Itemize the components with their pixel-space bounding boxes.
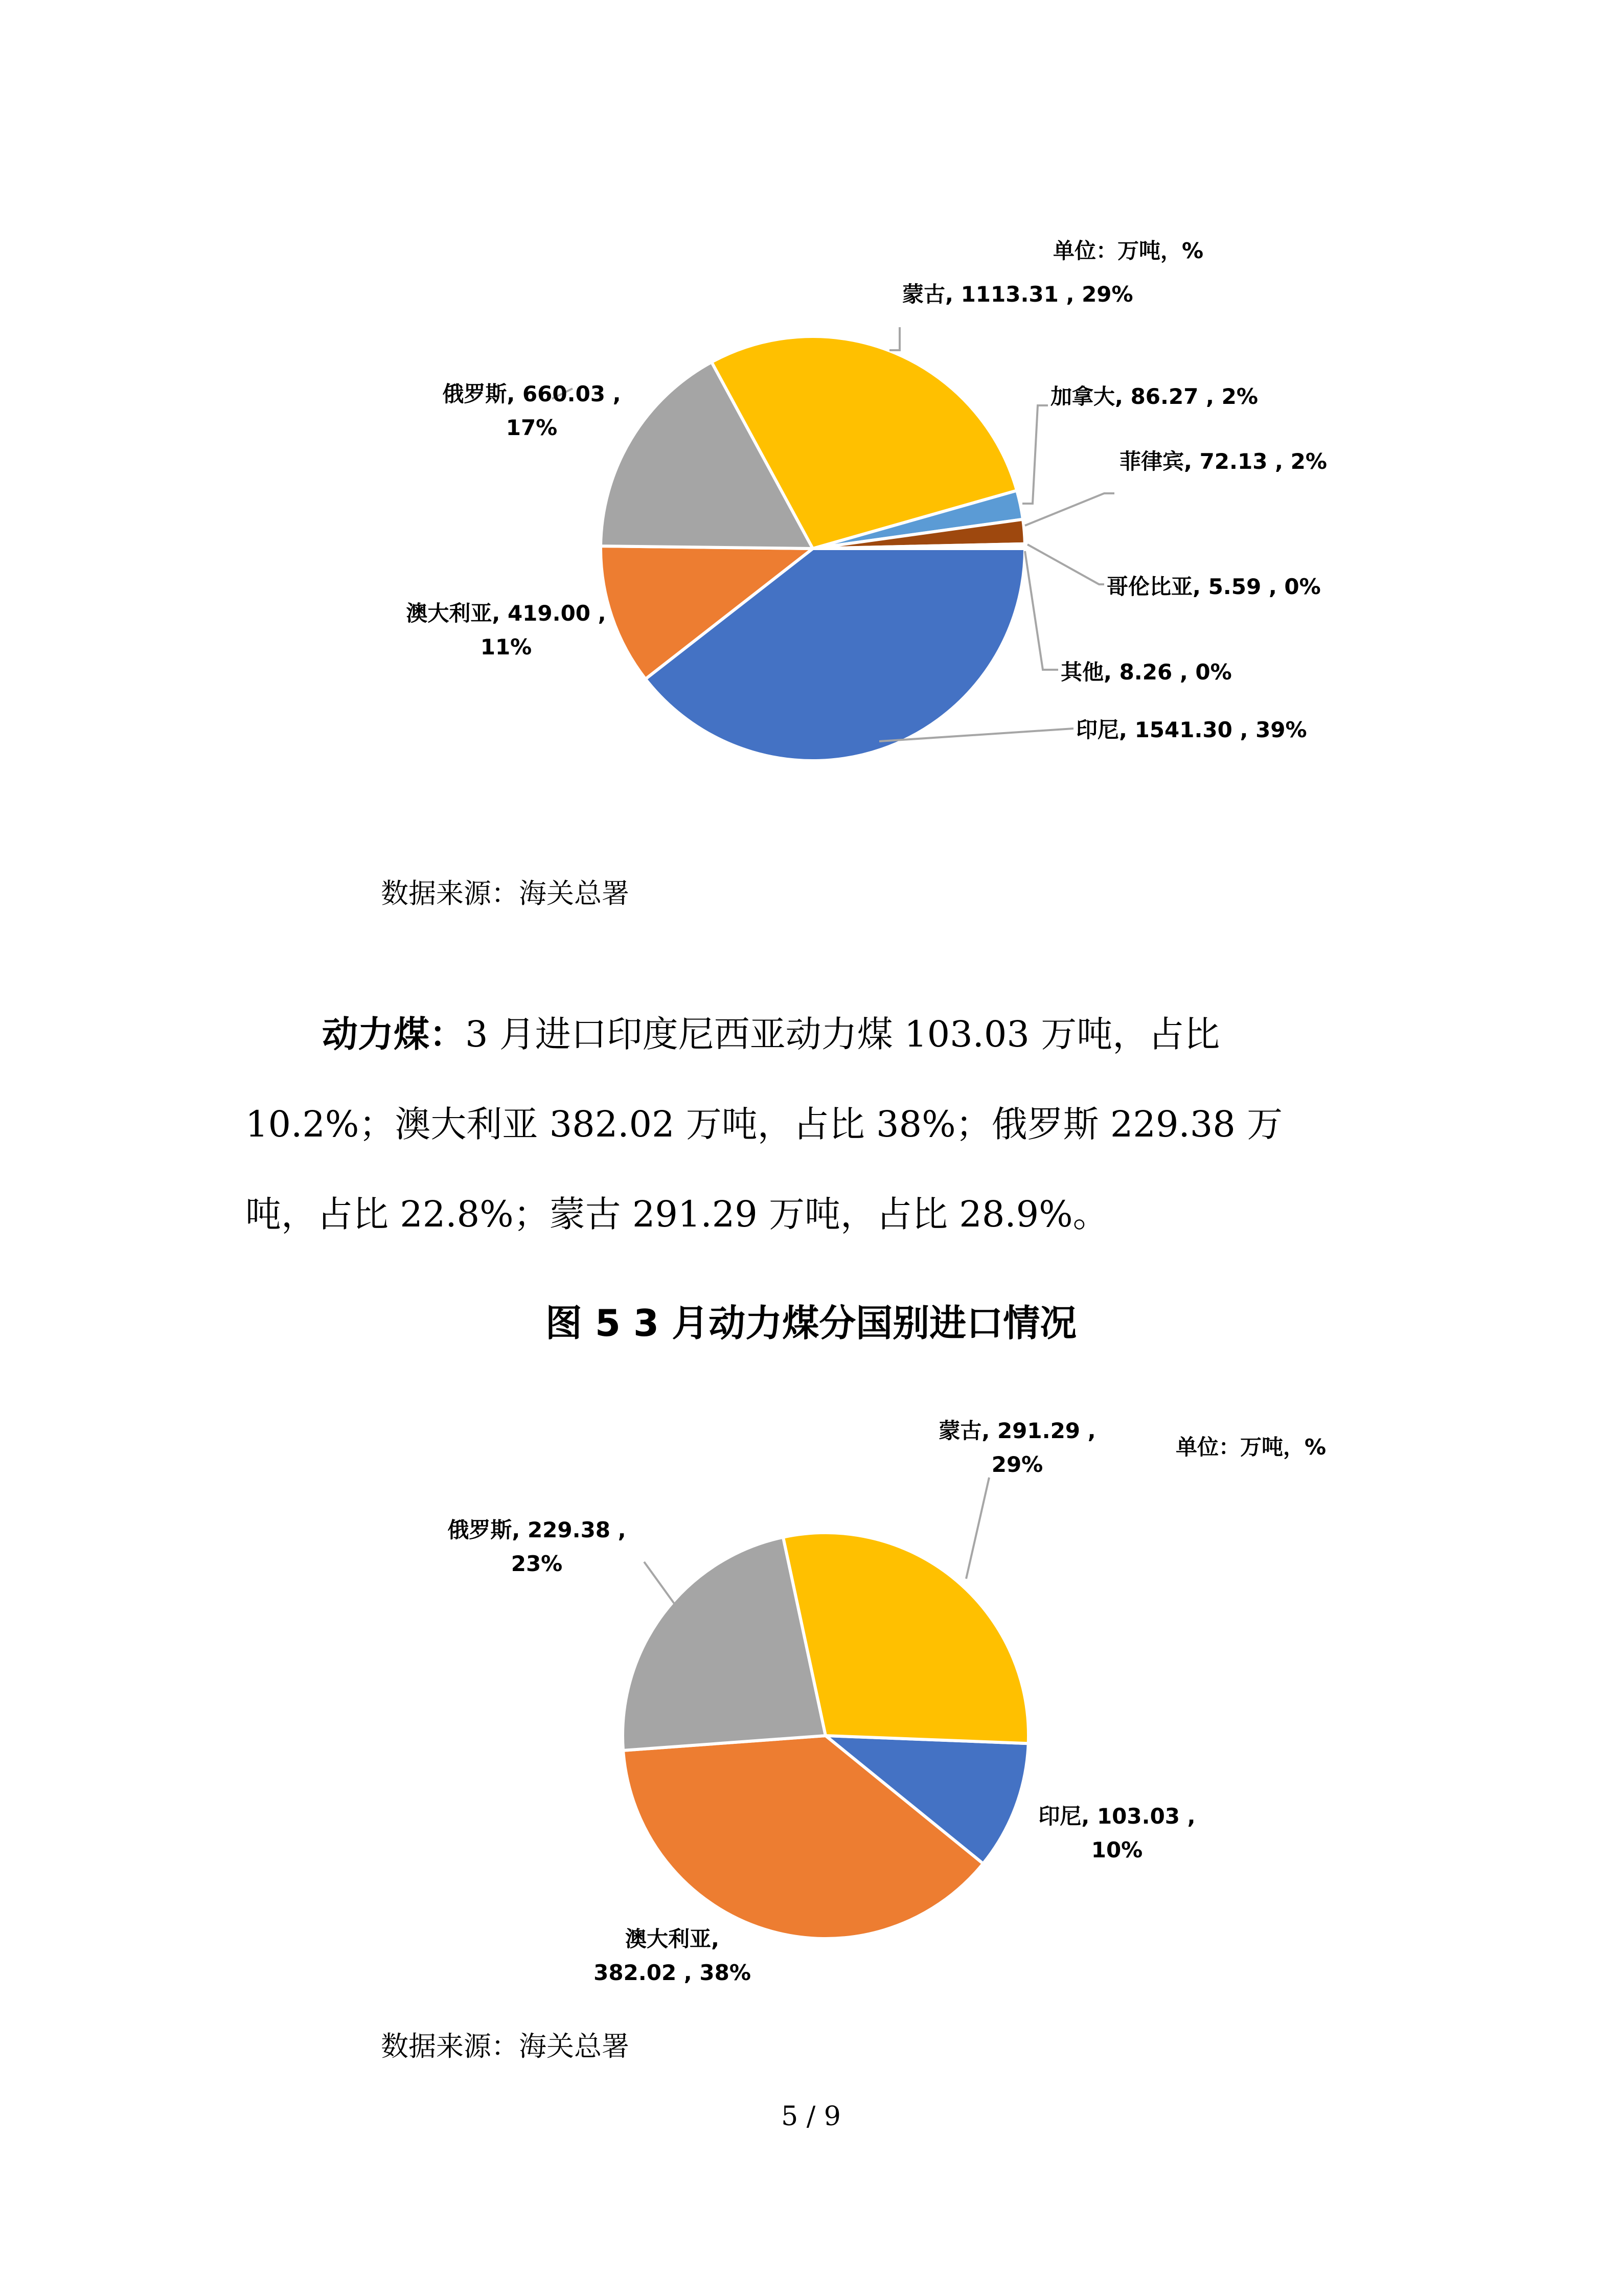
data-label-australia	[373, 597, 639, 664]
data-label-australia-line1: 澳大利亚, 419.00 ,	[406, 601, 606, 626]
paragraph-lead: 动力煤：	[322, 1013, 465, 1055]
data-label-russia-2	[404, 1513, 670, 1581]
data-label-other: 其他, 8.26 , 0%	[1061, 660, 1232, 685]
figure-5-title: 图 5 3 月动力煤分国别进口情况	[545, 1302, 1077, 1345]
pie-chart-thermal-coal-imports	[0, 1391, 1622, 2030]
data-label-mongolia-2-line1: 蒙古, 291.29 ,	[939, 1418, 1096, 1443]
data-label-indonesia-2-line2: 10%	[1091, 1837, 1143, 1862]
pie-chart-2-svg	[0, 1391, 1622, 2030]
leader-line-3	[1027, 544, 1104, 584]
data-label-mongolia-2-line2: 29%	[991, 1452, 1043, 1477]
data-label-australia-line2: 11%	[480, 634, 532, 660]
data-label-russia-2-line1: 俄罗斯, 229.38 ,	[447, 1517, 626, 1542]
data-label-australia-2-line1: 澳大利亚,	[625, 1926, 719, 1951]
data-label-russia	[399, 377, 665, 445]
leader-line-4	[1025, 551, 1058, 670]
body-paragraph	[245, 989, 1344, 1259]
data-label-canada: 加拿大, 86.27 , 2%	[1050, 384, 1258, 409]
paragraph-body: 3 月进口印度尼西亚动力煤 103.03 万吨，占比 10.2%；澳大利亚 382.02 万吨，占比 38%；俄罗斯 229.38 万吨，占比 22.8%；蒙古 291.29 万吨，占比 28.9%。	[245, 1013, 1283, 1235]
data-source-note-1: 数据来源：海关总署	[381, 877, 629, 910]
data-label-mongolia: 蒙古, 1113.31 , 29%	[902, 282, 1133, 307]
pie-chart-1-svg	[0, 204, 1622, 818]
data-label-mongolia-2	[900, 1414, 1135, 1482]
data-label-indonesia: 印尼, 1541.30 , 39%	[1076, 717, 1307, 742]
data-label-indonesia-2	[999, 1800, 1235, 1867]
data-label-russia-line2: 17%	[506, 415, 558, 440]
leader-line-0	[889, 327, 900, 350]
leader-line-0	[966, 1477, 989, 1579]
data-label-philippines: 菲律宾, 72.13 , 2%	[1120, 449, 1327, 474]
leader-line-2	[1025, 493, 1114, 526]
leader-line-1	[1022, 405, 1048, 504]
data-label-russia-line1: 俄罗斯, 660.03 ,	[442, 381, 621, 406]
unit-note-2: 单位：万吨，%	[1176, 1435, 1327, 1460]
data-label-russia-2-line2: 23%	[511, 1551, 563, 1576]
data-source-note-2: 数据来源：海关总署	[381, 2030, 629, 2062]
pie-chart-coal-imports-by-country	[0, 204, 1622, 818]
pie-slice-3	[783, 1533, 1029, 1743]
data-label-australia-2-line2: 382.02 , 38%	[593, 1960, 751, 1985]
unit-note: 单位：万吨，%	[1053, 238, 1204, 263]
data-label-colombia: 哥伦比亚, 5.59 , 0%	[1107, 574, 1321, 599]
page-number: 5 / 9	[781, 2101, 841, 2132]
data-label-indonesia-2-line1: 印尼, 103.03 ,	[1038, 1804, 1196, 1829]
data-label-australia-2	[570, 1922, 774, 1990]
